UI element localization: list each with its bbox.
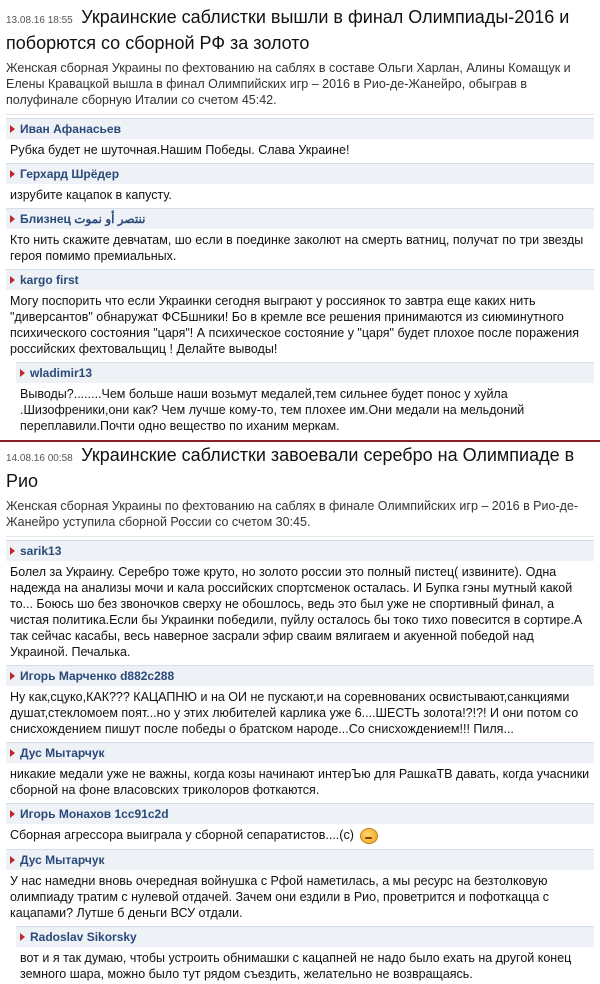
comment-header — [6, 849, 594, 870]
comment-header — [6, 208, 594, 229]
comment-header — [6, 742, 594, 763]
comment — [6, 665, 594, 739]
comment-text: Рубка будет не шуточная.Нашим Победы. Слава Украине! — [10, 143, 350, 157]
comment-text-content: Сборная агрессора выиграла у сборной сепаратистов....(с) — [10, 828, 354, 842]
comment-reply — [16, 926, 594, 984]
arrow-right-icon — [20, 933, 25, 941]
comment-text: Могу поспорить что если Украинки сегодня выграют у россиянок то завтра еще каких нить "диверсантов" обнаружат ФСБшники! Бо в кремле все решения принимаются из сиюминутного психического состояния "царя"! А психическое состояние у "царя" будет плохое после поражения российских фехтовальщиц ! Делайте выводы! — [10, 294, 580, 356]
comment — [6, 803, 594, 846]
article-date: 14.08.16 00:58 — [6, 453, 73, 464]
arrow-right-icon — [10, 749, 15, 757]
comment-author[interactable]: Игорь Монахов 1cc91c2d — [20, 807, 169, 821]
comment-text — [6, 824, 594, 846]
arrow-right-icon — [10, 170, 15, 178]
arrow-right-icon — [10, 276, 15, 284]
arrow-right-icon — [10, 810, 15, 818]
comment-text: изрубите кацапок в капусту. — [10, 188, 172, 202]
smiley-icon — [360, 828, 378, 844]
comment-author[interactable]: kargo first — [20, 273, 79, 287]
article-header — [6, 0, 594, 56]
comment-header — [16, 926, 594, 947]
comment-text: Ну как,сцуко,КАК??? КАЦАПНЮ и на ОИ не пускают,и на соревнованих освистывают,санкциями душат,стекломоем поят...но у этих любителей карлика уже 6....ШЕСТЬ золота!?!?! И они потом со снисхождением пишут после победы о братском народе...Со снисхождением!!! Пиля... — [10, 690, 579, 736]
article-header — [6, 444, 594, 494]
article-date: 13.08.16 18:55 — [6, 15, 73, 26]
arrow-right-icon — [10, 215, 15, 223]
comment-author[interactable]: sarik13 — [20, 544, 62, 558]
article-divider — [0, 440, 600, 442]
comment-author[interactable]: Близнец ننتصر أو نموت — [20, 212, 146, 226]
comment-author[interactable]: Герхард Шрёдер — [20, 167, 120, 181]
comment-author[interactable]: Игорь Марченко d882c288 — [20, 669, 175, 683]
comment-header — [16, 362, 594, 383]
comment-text: вот и я так думаю, чтобы устроить обнимашки с кацапней не надо было ехать на другой конец земного шара, можно было тут рядом съездить, желательно не возвращаясь. — [20, 950, 572, 981]
article-title[interactable]: Украинские саблистки завоевали серебро на Олимпиаде в Рио — [6, 445, 575, 491]
comment-author[interactable]: Дус Мытарчук — [20, 852, 105, 867]
comment — [6, 163, 594, 205]
comment-reply — [16, 362, 594, 436]
comment-author[interactable]: wladimir13 — [30, 366, 93, 380]
comment-author[interactable]: Radoslav Sikorsky — [30, 929, 137, 944]
comment — [6, 540, 594, 662]
article-title[interactable]: Украинские саблистки вышли в финал Олимпиады-2016 и поборются со сборной РФ за золото — [6, 7, 570, 53]
arrow-right-icon — [20, 369, 25, 377]
comment-header — [6, 803, 594, 824]
comment-text: Кто нить скажите девчатам, шо если в поединке заколют на смерть ватниц, получат по три звезды героя помимо премиальных. — [10, 233, 584, 263]
comment-author[interactable]: Дус Мытарчук — [20, 746, 105, 760]
arrow-right-icon — [10, 125, 15, 133]
comment-text: Выводы?........Чем больше наши возьмут медалей,тем сильнее будет понос у хуйла .Шизофреники,они как? Чем лучше кому-то, тем плохее им.Они медали на мельдоний переплавили.Почти одно вещество по иханим меркам. — [20, 387, 525, 433]
comment — [6, 742, 594, 800]
comment-text: никакие медали уже не важны, когда козы начинают интерЪю для РашкаТВ давать, когда учасники сборной на фоне власовских триколоров фоткаются. — [10, 767, 590, 797]
article-2 — [0, 444, 600, 984]
comment — [6, 208, 594, 266]
comment-text: У нас намедни вновь очередная войнушка с Рфой наметилась, а мы ресурс на безтолковую олимпиаду тратим с нулевой отдачей. Зачем они ездили в Рио, проветрится и пофоткацца с кацапами? Лутше б деньги ВСУ отдали. — [10, 873, 550, 920]
article-1 — [0, 0, 600, 436]
comment-header — [6, 540, 594, 561]
comment-text: Болел за Украину. Серебро тоже круто, но золото россии это полный пистец( извините). Одна надежда на анализы мочи и кала российских спортсменок осталась. И Бупка гэны мутный какой то... Боюсь шо без звоночков сверху не обошлось, ведь это был уже не спортивный финал, а чистая политика.Если бы Украинки победили, пуйлу осталось бы токо тихо повесится в сортире.А так сейчас касабы, весь наверное засрали эфир сваим вялигаем и акуенной победой над Украиной. Печалька. — [10, 565, 583, 659]
comment-header — [6, 163, 594, 184]
comment-author[interactable]: Иван Афанасьев — [20, 122, 121, 136]
article-lead: Женская сборная Украины по фехтованию на саблях в финале Олимпийских игр – 2016 в Рио-де-Жанейро уступила сборной России со счетом 30:45. — [6, 498, 594, 537]
article-lead: Женская сборная Украины по фехтованию на саблях в составе Ольги Харлан, Алины Комащук и Елены Кравацкой вышла в финал Олимпийских игр – 2016 в Рио-де-Жанейро, обыграв в полуфинале сборную Италии со счетом 45:42. — [6, 60, 594, 115]
comment-header — [6, 118, 594, 139]
comment — [6, 849, 594, 923]
comment-header — [6, 269, 594, 290]
comment — [6, 269, 594, 359]
comment — [6, 118, 594, 160]
arrow-right-icon — [10, 856, 15, 864]
arrow-right-icon — [10, 672, 15, 680]
arrow-right-icon — [10, 547, 15, 555]
comment-header — [6, 665, 594, 686]
